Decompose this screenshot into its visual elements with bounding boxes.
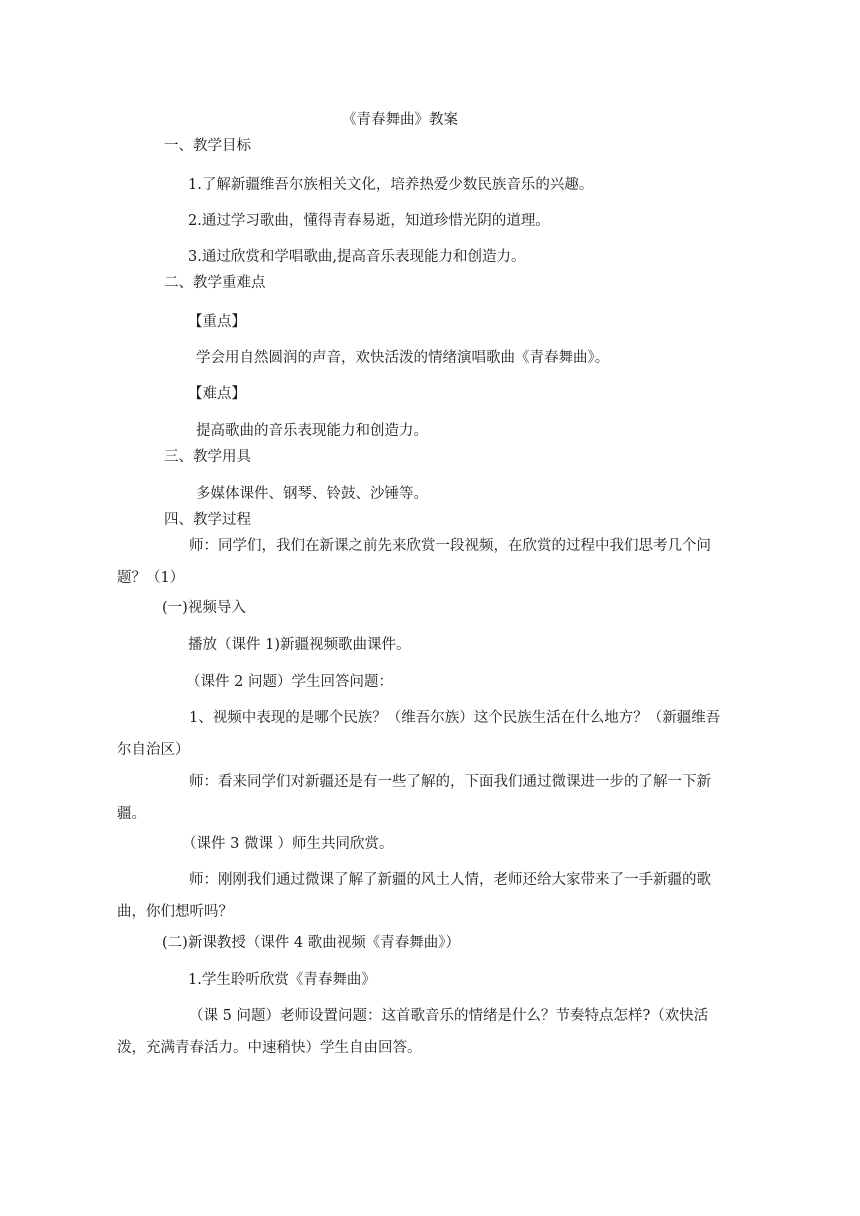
teacher-block-2 [117, 864, 732, 928]
section-heading-process: 四、教学过程 [164, 512, 251, 528]
teacher-block-1 [117, 766, 732, 830]
key-point-label: 【重点】 [188, 314, 246, 330]
question-one: 1、视频中表现的是哪个民族？（维吾尔族）这个民族生活在什么地方？（新疆维吾尔自治区） [117, 710, 721, 758]
section-heading-tools: 三、教学用具 [164, 449, 251, 465]
objective-item: 2.通过学习歌曲，懂得青春易逝，知道珍惜光阴的道理。 [188, 213, 550, 229]
music-question-text: （课 5 问题）老师设置问题：这首歌音乐的情绪是什么？节奏特点怎样?（欢快活泼，充满青春活力。中速稍快）学生自由回答。 [117, 1008, 709, 1056]
difficult-point-text: 提高歌曲的音乐表现能力和创造力。 [196, 423, 428, 439]
key-point-text: 学会用自然圆润的声音，欢快活泼的情绪演唱歌曲《青春舞曲》。 [196, 350, 610, 366]
tools-text: 多媒体课件、钢琴、铃鼓、沙锤等。 [196, 486, 428, 502]
play-text: 播放（课件 1)新疆视频歌曲课件。 [188, 637, 411, 653]
micro-lesson-text: （课件 3 微课 ）师生共同欣赏。 [182, 836, 394, 852]
objective-item: 3.通过欣赏和学唱歌曲,提高音乐表现能力和创造力。 [188, 249, 526, 265]
section-heading-objectives: 一、教学目标 [164, 138, 251, 154]
subsection-heading-new-lesson: (二)新课教授（课件 4 歌曲视频《青春舞曲》） [162, 935, 461, 951]
subsection-heading-video: (一)视频导入 [162, 600, 246, 616]
process-intro [117, 530, 732, 594]
document-title: 《青春舞曲》教案 [342, 112, 458, 128]
section-heading-key-points: 二、教学重难点 [164, 275, 266, 291]
process-intro-text: 师：同学们，我们在新课之前先来欣赏一段视频，在欣赏的过程中我们思考几个问题？（1） [117, 538, 711, 586]
question-block-2 [117, 1000, 732, 1064]
difficult-point-label: 【难点】 [188, 386, 246, 402]
objective-item: 1.了解新疆维吾尔族相关文化，培养热爱少数民族音乐的兴趣。 [188, 177, 594, 193]
listen-text: 1.学生聆听欣赏《青春舞曲》 [188, 972, 376, 988]
ask-text: （课件 2 问题）学生回答问题： [186, 674, 393, 690]
teacher-line-1: 师：看来同学们对新疆还是有一些了解的，下面我们通过微课进一步的了解一下新疆。 [117, 774, 711, 822]
teacher-line-2: 师：刚刚我们通过微课了解了新疆的风土人情，老师还给大家带来了一手新疆的歌曲，你们想听吗？ [117, 872, 711, 920]
question-block [117, 702, 732, 766]
